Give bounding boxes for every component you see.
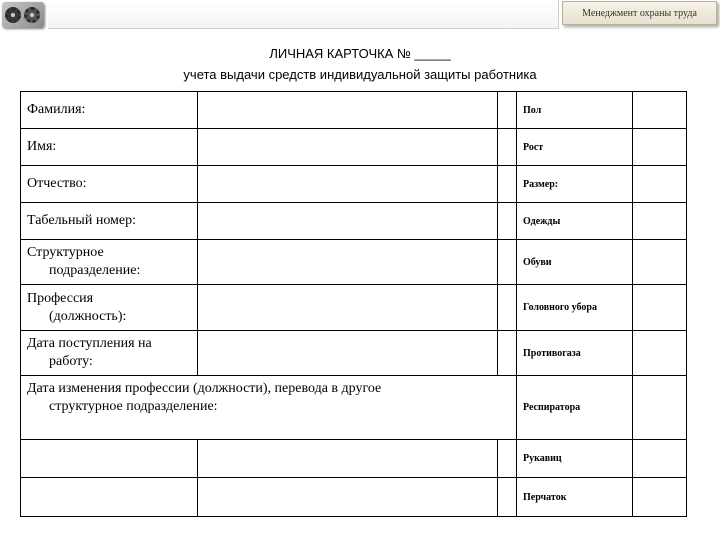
- brand-label: Менеджмент охраны труда: [562, 1, 717, 25]
- mittens-size-label: Рукавиц: [517, 440, 633, 478]
- transfer-date-label: Дата изменения профессии (должности), перевода в другое структурное подразделение:: [21, 376, 517, 440]
- hire-date-field[interactable]: [198, 331, 498, 376]
- personnel-number-label: Табельный номер:: [21, 203, 198, 240]
- table-row: [21, 478, 687, 517]
- gear-icon: [5, 7, 21, 23]
- patronymic-label: Отчество:: [21, 166, 198, 203]
- transfer-date-field[interactable]: [21, 440, 198, 478]
- gender-label: Пол: [517, 92, 633, 129]
- table-row: [21, 440, 687, 478]
- card-subtitle: учета выдачи средств индивидуальной защиты работника: [183, 67, 537, 82]
- gas-mask-size-field[interactable]: [633, 331, 687, 376]
- spacer-cell: [498, 440, 517, 478]
- shoe-size-field[interactable]: [633, 240, 687, 285]
- spacer-cell: [498, 129, 517, 166]
- department-field[interactable]: [198, 240, 498, 285]
- transfer-department-field[interactable]: [198, 440, 498, 478]
- gears-icon: [2, 2, 44, 28]
- clothing-size-label: Одежды: [517, 203, 633, 240]
- top-bar: [0, 0, 720, 32]
- name-label: Имя:: [21, 129, 198, 166]
- respirator-size-field[interactable]: [633, 376, 687, 440]
- mittens-size-field[interactable]: [633, 440, 687, 478]
- gender-field[interactable]: [633, 92, 687, 129]
- table-row: [21, 285, 687, 331]
- spacer-cell: [498, 166, 517, 203]
- table-row: [21, 331, 687, 376]
- gloves-size-field[interactable]: [633, 478, 687, 517]
- respirator-size-label: Респиратора: [517, 376, 633, 440]
- position-field[interactable]: [198, 285, 498, 331]
- headwear-size-field[interactable]: [633, 285, 687, 331]
- height-field[interactable]: [633, 129, 687, 166]
- spacer-cell: [498, 331, 517, 376]
- extra-field[interactable]: [21, 478, 198, 517]
- clothing-size-field[interactable]: [633, 203, 687, 240]
- table-row: [21, 203, 687, 240]
- extra-field[interactable]: [198, 478, 498, 517]
- height-label: Рост: [517, 129, 633, 166]
- position-label: Профессия (должность):: [21, 285, 198, 331]
- surname-field[interactable]: [198, 92, 498, 129]
- patronymic-field[interactable]: [198, 166, 498, 203]
- gear-icon: [24, 7, 40, 23]
- headwear-size-label: Головного убора: [517, 285, 633, 331]
- spacer-cell: [498, 478, 517, 517]
- size-label: Размер:: [517, 166, 633, 203]
- spacer-cell: [498, 203, 517, 240]
- spacer-cell: [498, 92, 517, 129]
- name-field[interactable]: [198, 129, 498, 166]
- spacer-cell: [498, 285, 517, 331]
- table-row: [21, 376, 687, 440]
- spacer-cell: [498, 240, 517, 285]
- card-title: ЛИЧНАЯ КАРТОЧКА № _____: [269, 46, 451, 61]
- table-row: [21, 92, 687, 129]
- hire-date-label: Дата поступления на работу:: [21, 331, 198, 376]
- personnel-number-field[interactable]: [198, 203, 498, 240]
- gas-mask-size-label: Противогаза: [517, 331, 633, 376]
- surname-label: Фамилия:: [21, 92, 198, 129]
- table-row: [21, 240, 687, 285]
- shoe-size-label: Обуви: [517, 240, 633, 285]
- gloves-size-label: Перчаток: [517, 478, 633, 517]
- table-row: [21, 129, 687, 166]
- header-strip: [48, 0, 559, 29]
- size-field[interactable]: [633, 166, 687, 203]
- table-row: [21, 166, 687, 203]
- ppe-card-table: [20, 91, 687, 517]
- department-label: Структурное подразделение:: [21, 240, 198, 285]
